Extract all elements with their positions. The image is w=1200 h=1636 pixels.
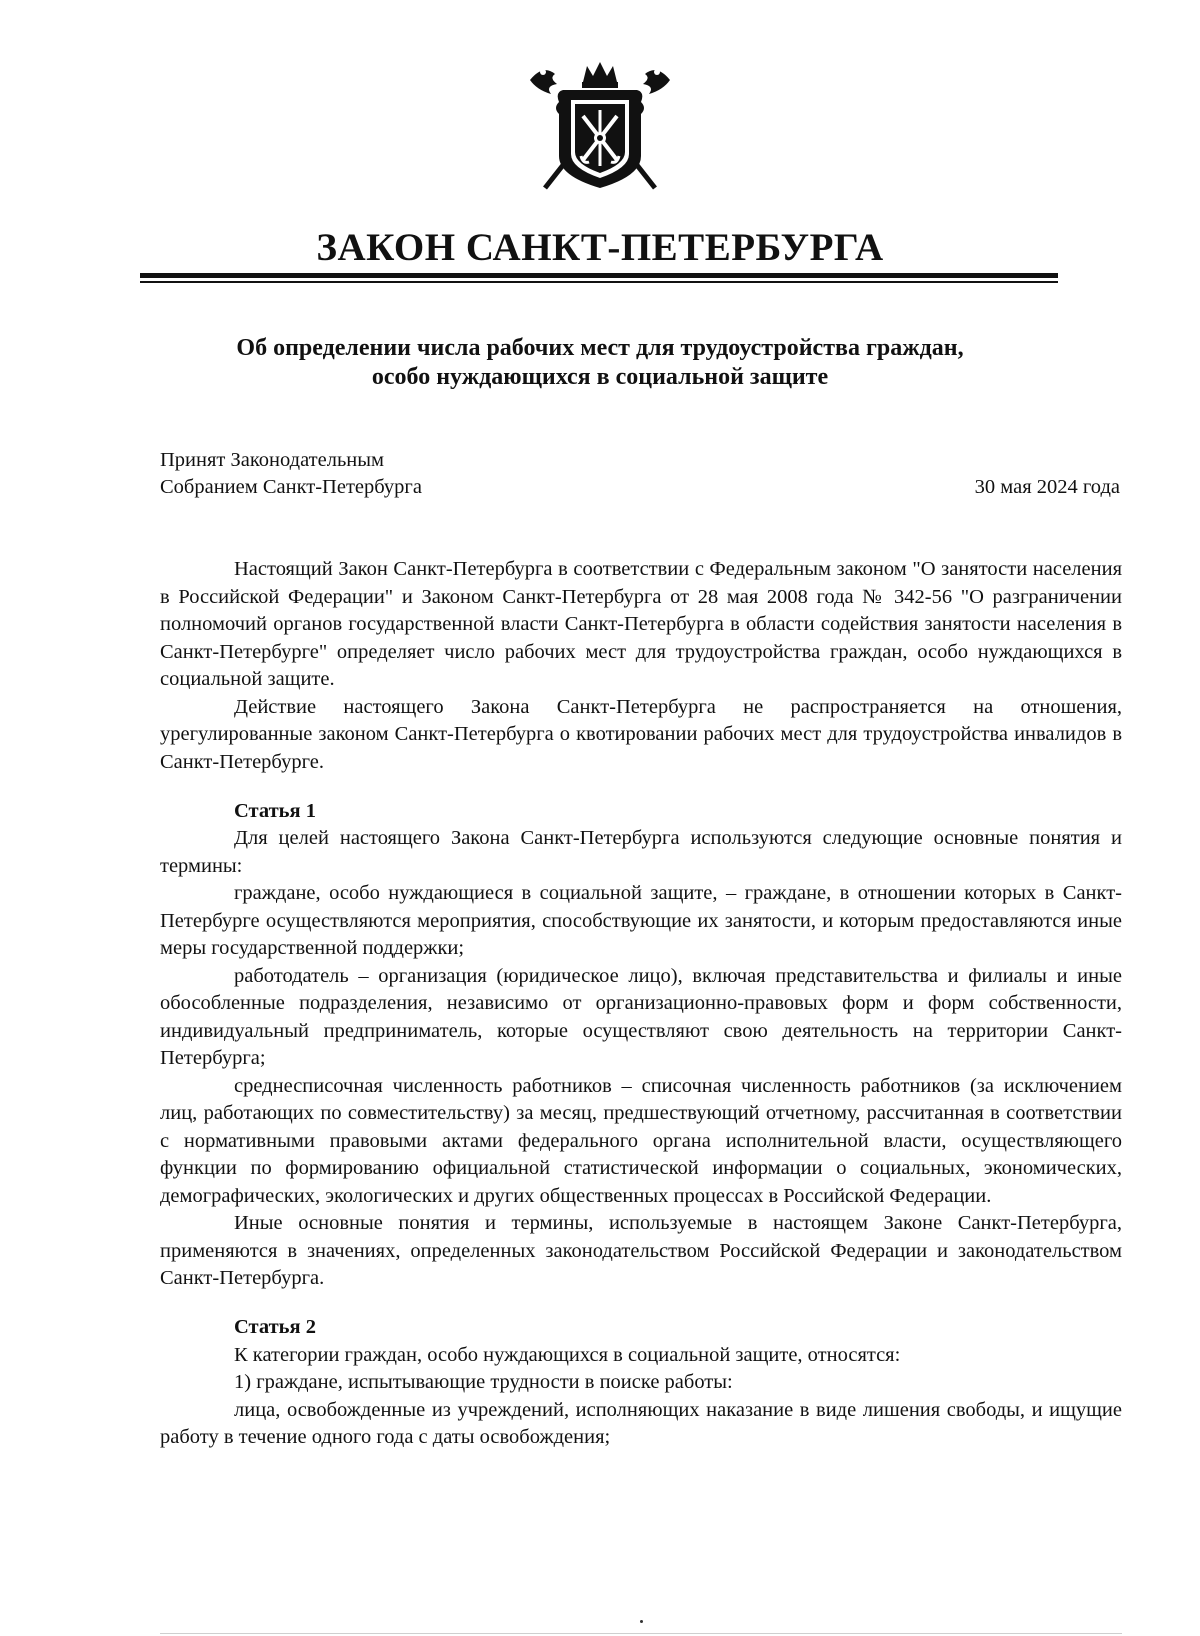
article-1-paragraph-1: Для целей настоящего Закона Санкт-Петербурга используются следующие основные понятия и термины: xyxy=(160,827,1122,877)
title-rule-thick xyxy=(140,273,1058,278)
coat-of-arms-icon xyxy=(525,60,675,200)
article-2-paragraph-3: лица, освобожденные из учреждений, исполняющих наказание в виде лишения свободы, и ищущие работу в течение одного года с даты освобождения; xyxy=(160,1398,1122,1448)
adoption-line2: Собранием Санкт-Петербурга xyxy=(160,476,422,498)
article-2-heading: Статья 2 xyxy=(234,1316,316,1338)
article-1-paragraph-4: среднесписочная численность работников – списочная численность работников (за исключением лиц, работающих по совместительству) за месяц, предшествующий отчетному, рассчитанная в соответствии с нормативными правовыми актами федерального органа исполнительной власти, осуществляющего функции по формированию официальной статистической информации о социальных, экономических, демографических, экологических и других общественных процессах в Российской Федерации. xyxy=(160,1074,1122,1207)
law-subject-line1: Об определении числа рабочих мест для трудоустройства граждан, xyxy=(236,335,964,361)
article-1-paragraph-2: граждане, особо нуждающиеся в социальной защите, – граждане, в отношении которых в Санкт-Петербурге осуществляются мероприятия, способствующие их занятости, и которым предоставляются иные меры государственной поддержки; xyxy=(160,882,1122,959)
law-subject-line2: особо нуждающихся в социальной защите xyxy=(371,364,829,390)
adoption-date: 30 мая 2024 года xyxy=(974,476,1120,498)
law-title: ЗАКОН САНКТ-ПЕТЕРБУРГА xyxy=(316,226,884,269)
title-rule-thin xyxy=(140,281,1058,283)
preamble-paragraph-2: Действие настоящего Закона Санкт-Петербурга не распространяется на отношения, урегулированные законом Санкт-Петербурга о квотировании рабочих мест для трудоустройства инвалидов в Санкт-Петербурге. xyxy=(160,695,1122,773)
article-2-paragraph-1: К категории граждан, особо нуждающихся в социальной защите, относятся: xyxy=(234,1343,901,1366)
article-1-heading: Статья 1 xyxy=(234,799,316,822)
law-subject xyxy=(0,334,1200,392)
article-2-paragraph-2: 1) граждане, испытывающие трудности в поиске работы: xyxy=(234,1371,733,1393)
law-body xyxy=(160,556,1122,1452)
scan-artifact-dot xyxy=(640,1620,643,1623)
preamble-paragraph-1: Настоящий Закон Санкт-Петербурга в соответствии с Федеральным законом "О занятости населения в Российской Федерации" и Законом Санкт-Петербурга от 28 мая 2008 года № 342-56 "О разграничении полномочий органов государственной власти Санкт-Петербурга в области содействия занятости населения в Санкт-Петербурге" определяет число рабочих мест для трудоустройства граждан, особо нуждающихся в социальной защите. xyxy=(160,558,1122,690)
article-1-paragraph-5: Иные основные понятия и термины, используемые в настоящем Законе Санкт-Петербурга, применяются в значениях, определенных законодательством Российской Федерации и законодательством Санкт-Петербурга. xyxy=(160,1212,1122,1289)
article-1-paragraph-3: работодатель – организация (юридическое лицо), включая представительства и филиалы и иные обособленные подразделения, независимо от организационно-правовых форм и форм собственности, индивидуальный предприниматель, которые осуществляют свою деятельность на территории Санкт-Петербурга; xyxy=(160,964,1122,1069)
adoption-note xyxy=(160,447,422,501)
adoption-line1: Принят Законодательным xyxy=(160,449,385,471)
scan-bottom-edge xyxy=(160,1633,1122,1634)
